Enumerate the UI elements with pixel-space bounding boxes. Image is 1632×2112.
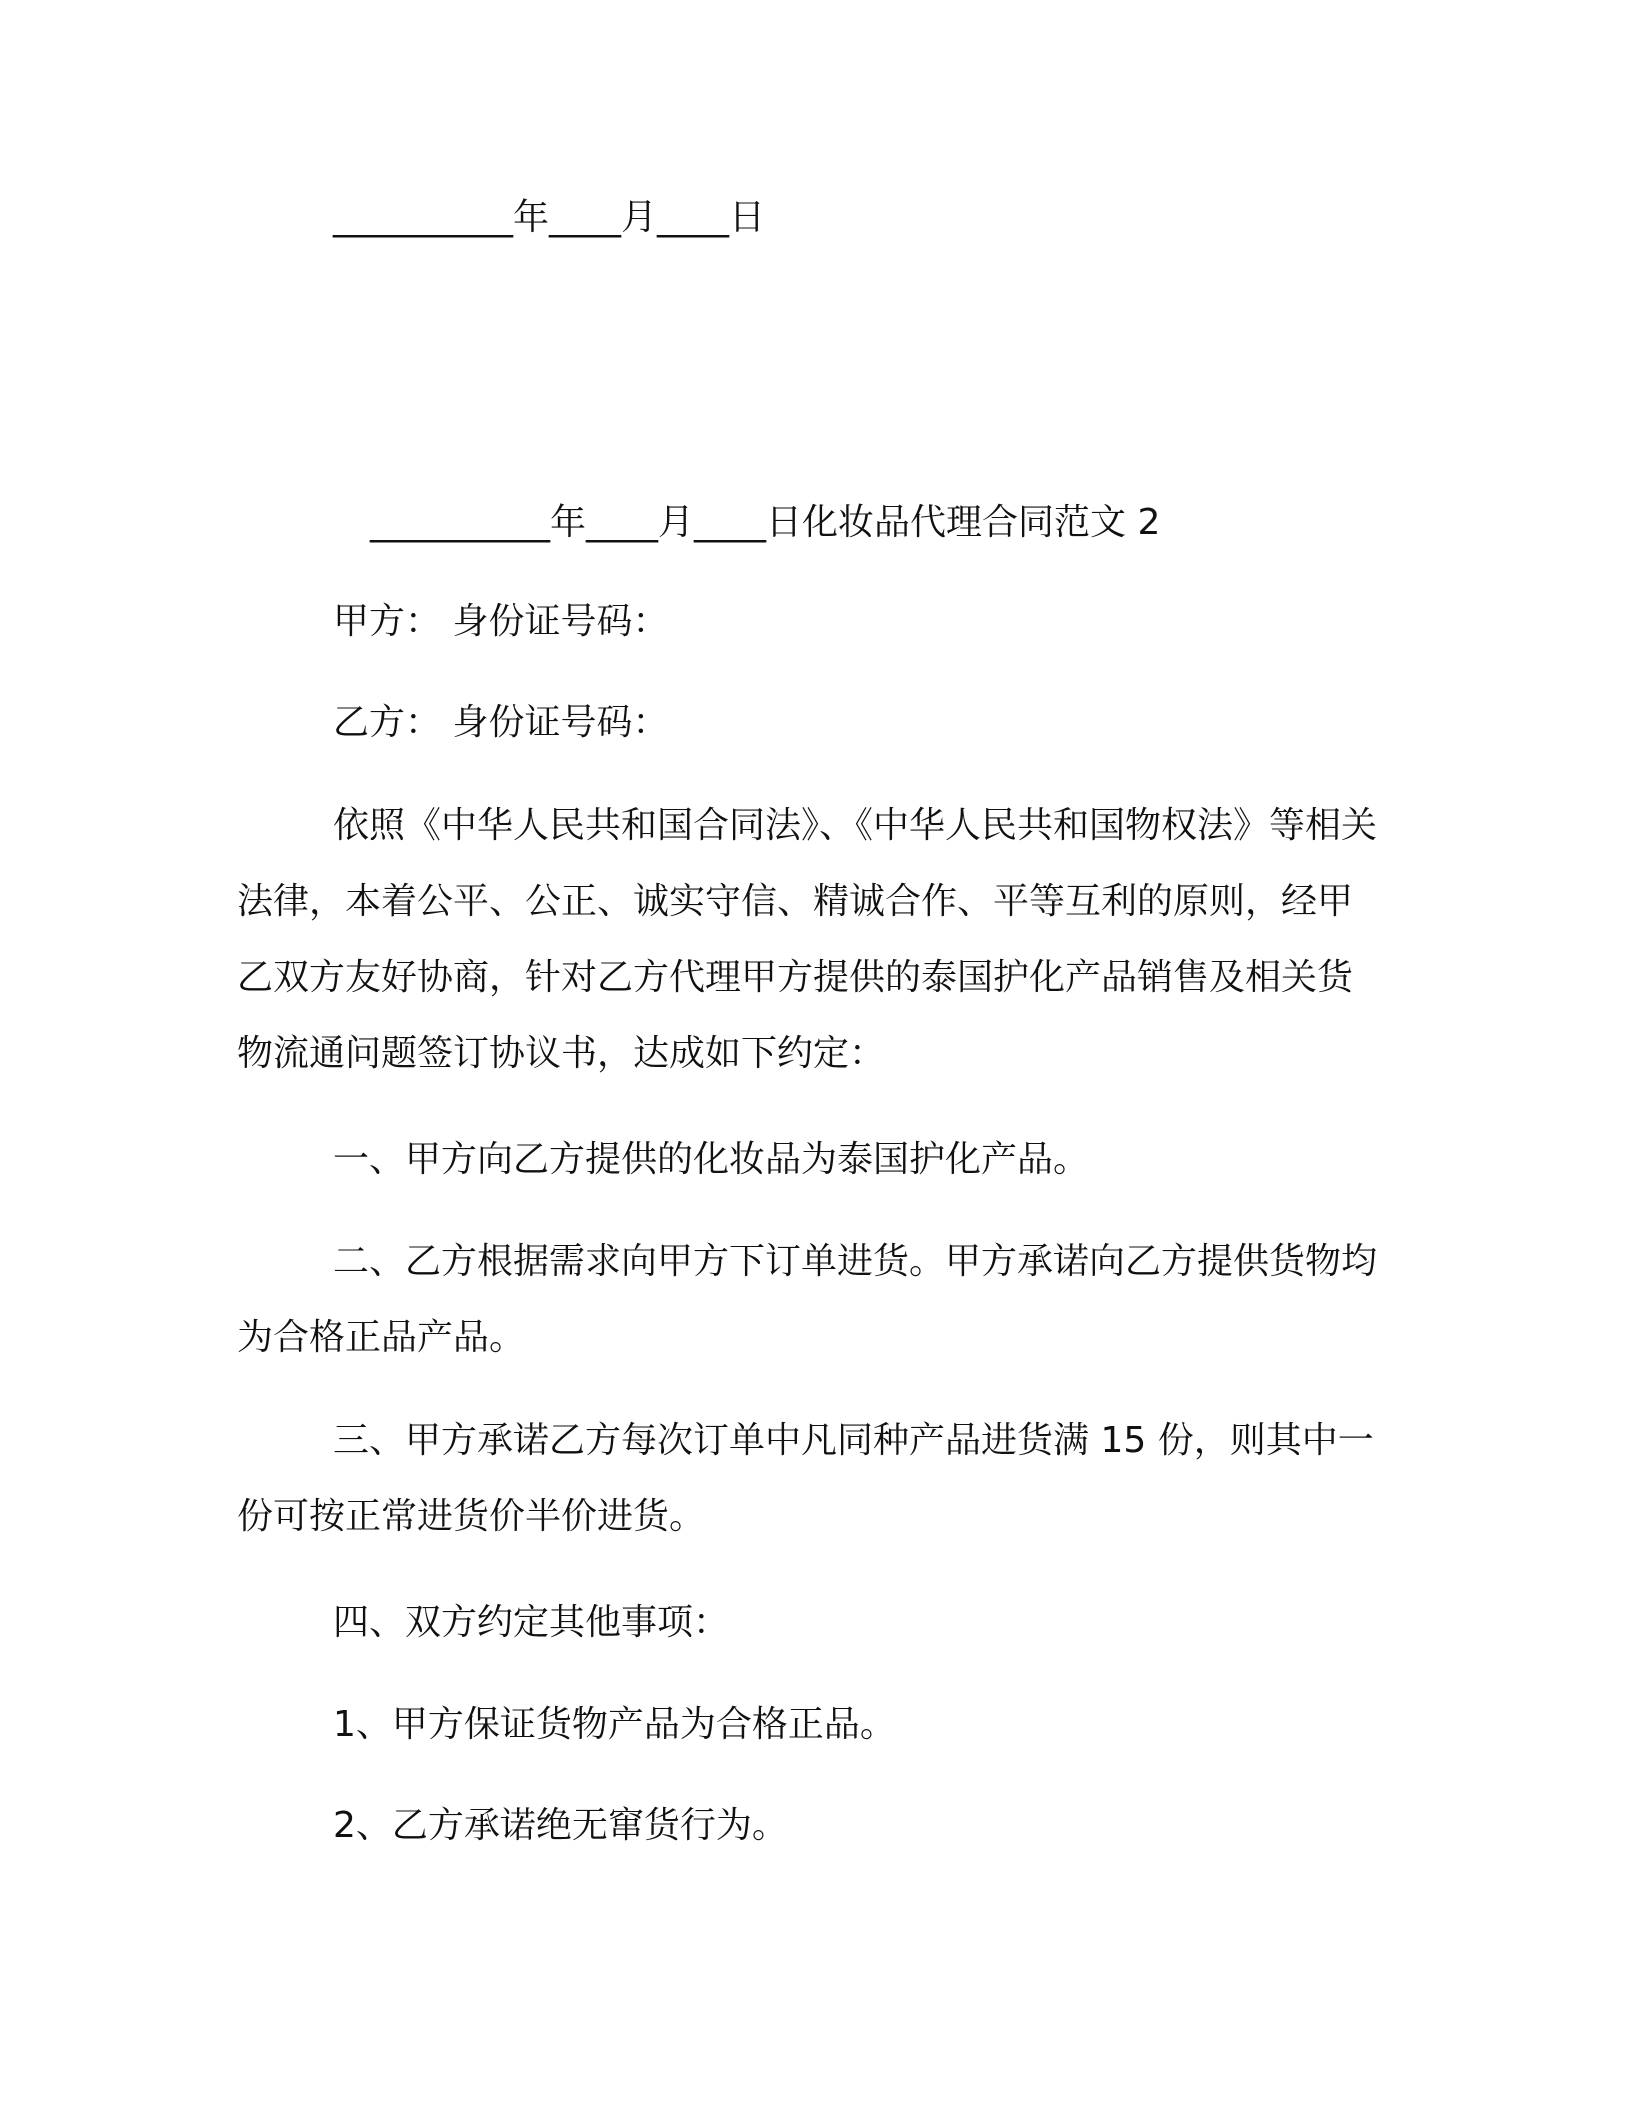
clause-1: 一、甲方向乙方提供的化妆品为泰国护化产品。 (333, 1139, 1090, 1180)
item-1: 1、甲方保证货物产品为合格正品。 (333, 1704, 896, 1745)
clause-2: 二、乙方根据需求向甲方下订单进货。甲方承诺向乙方提供货物均为合格正品产品。 (237, 1241, 1378, 1358)
item-2: 2、乙方承诺绝无窜货行为。 (333, 1805, 788, 1846)
date-line: __________年____月____日 (333, 197, 765, 238)
clause-4: 四、双方约定其他事项： (333, 1602, 730, 1643)
clause-3: 三、甲方承诺乙方每次订单中凡同种产品进货满 15 份，则其中一份可按正常进货价半价进货。 (237, 1420, 1374, 1537)
document-title: __________年____月____日化妆品代理合同范文 2 (370, 502, 1161, 543)
party-a-line: 甲方： 身份证号码： (333, 601, 669, 642)
party-b-line: 乙方： 身份证号码： (333, 702, 669, 743)
intro-paragraph: 依照《中华人民共和国合同法》、《中华人民共和国物权法》等相关法律，本着公平、公正、诚实守信、精诚合作、平等互利的原则，经甲乙双方友好协商，针对乙方代理甲方提供的泰国护化产品销售及相关货物流通问题签订协议书，达成如下约定： (237, 805, 1378, 1074)
